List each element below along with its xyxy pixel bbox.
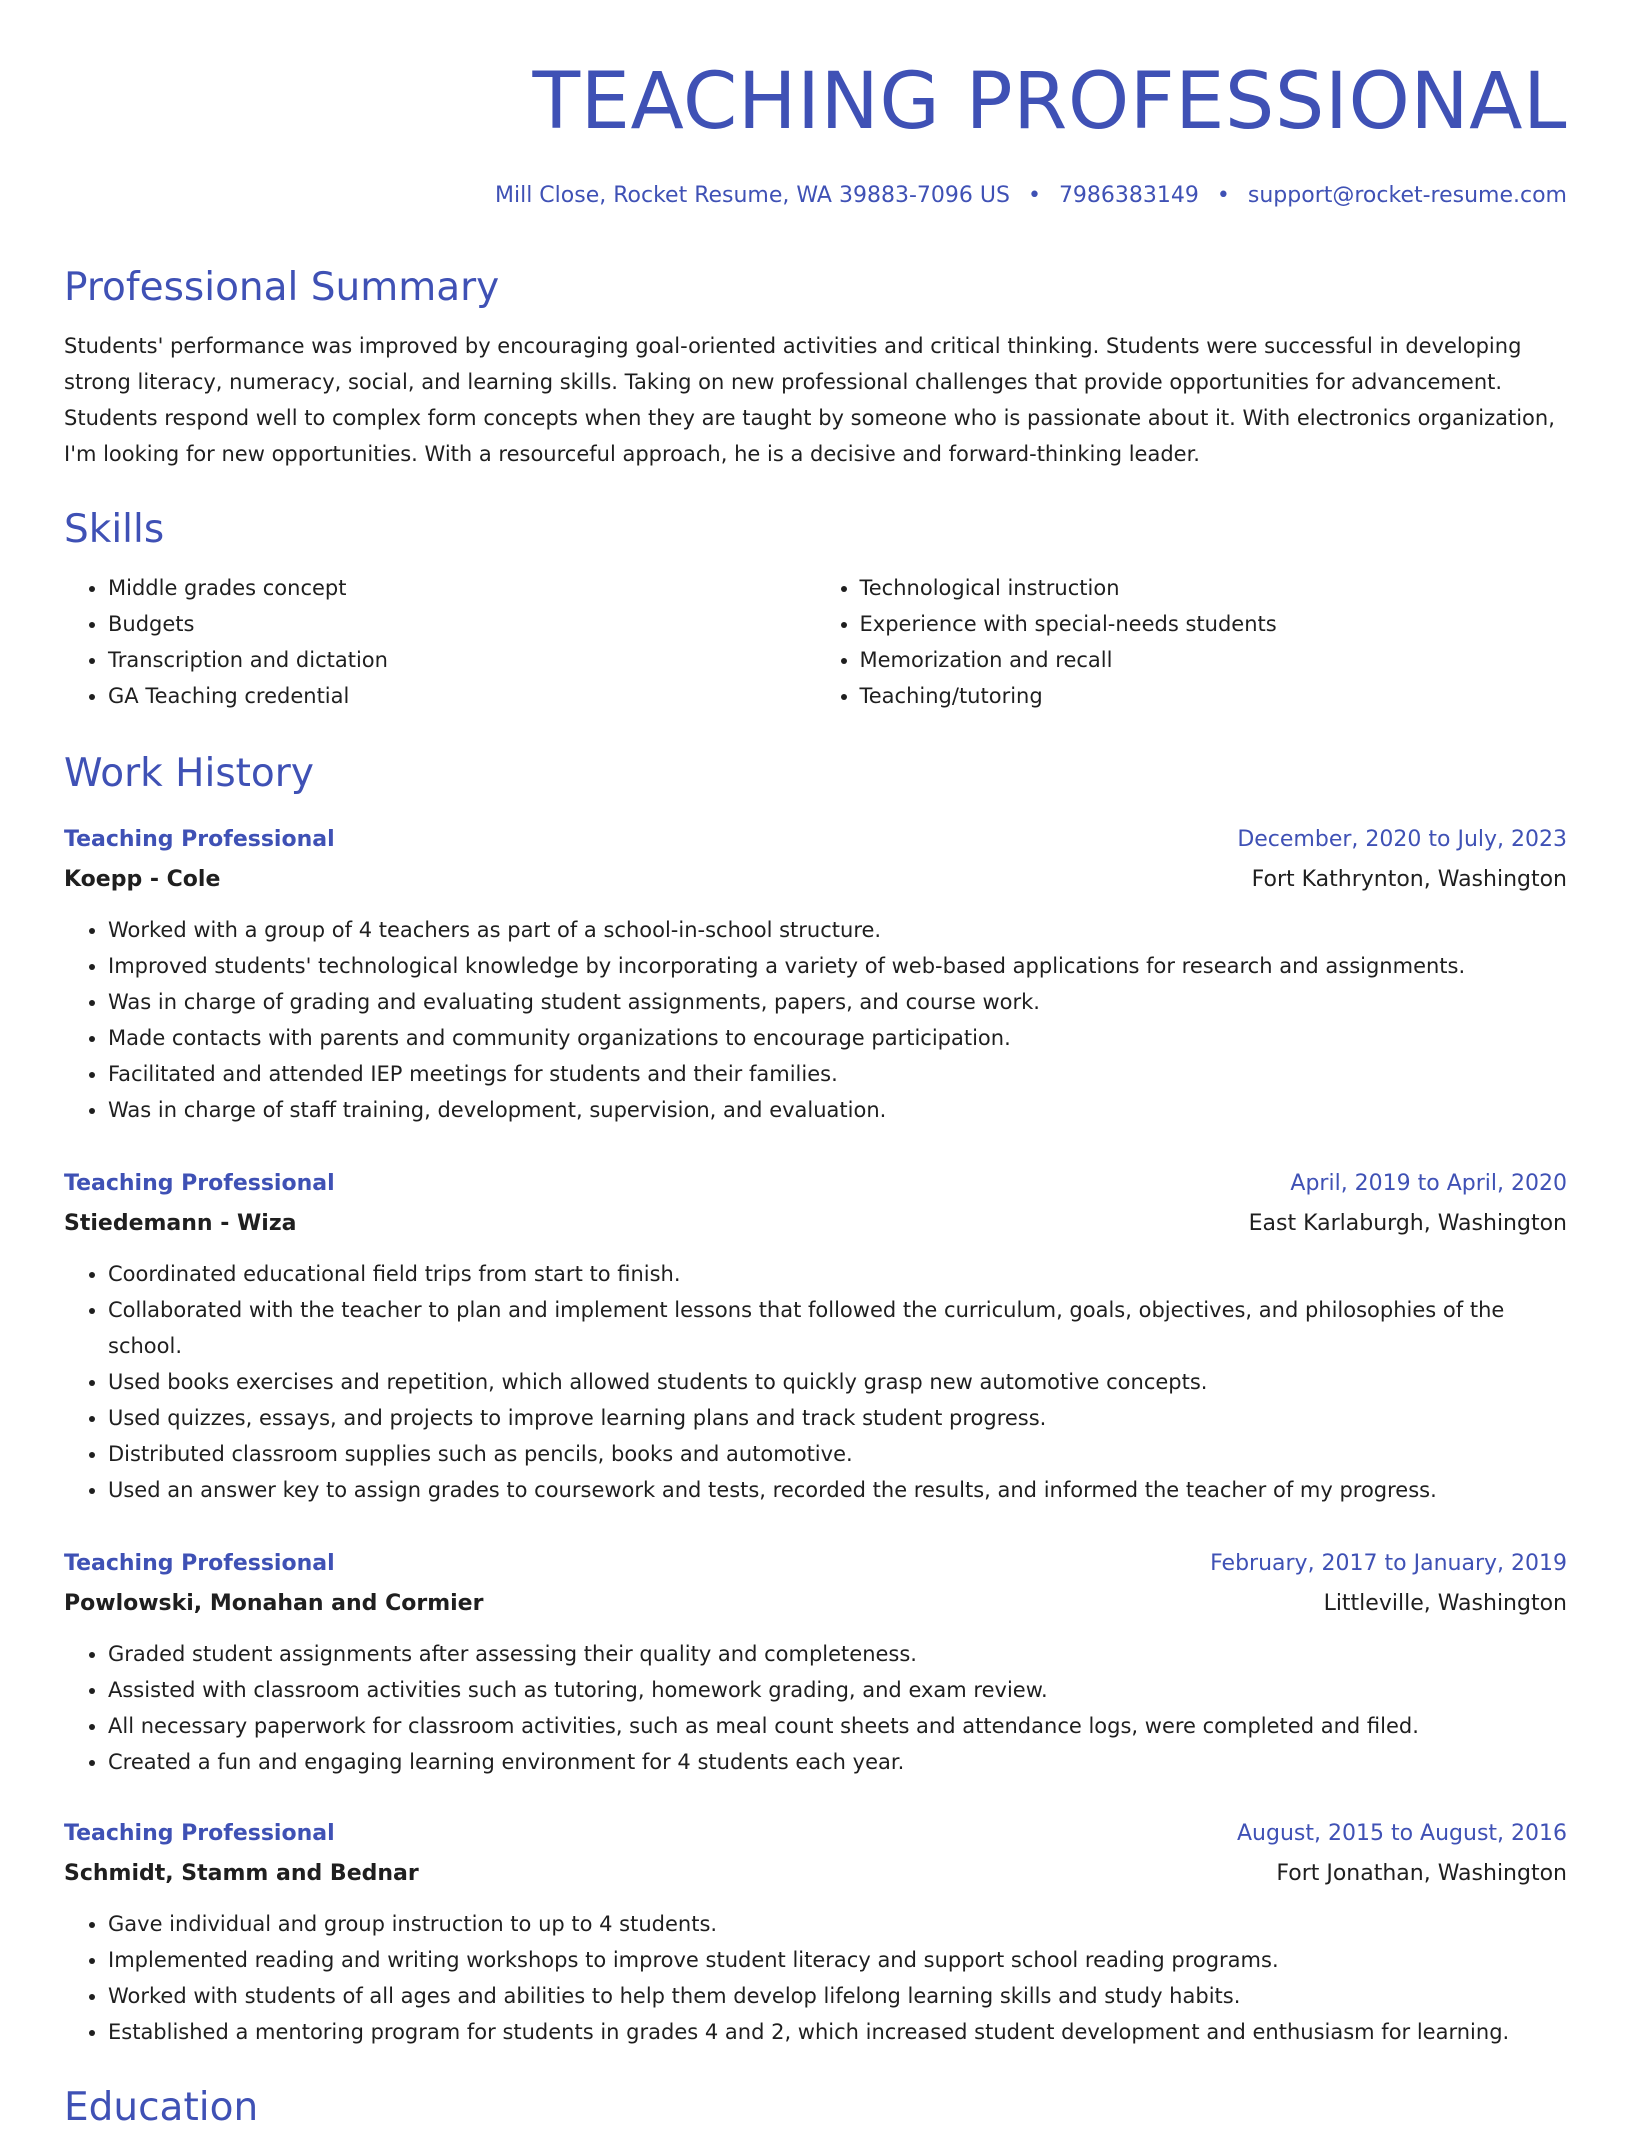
- job-company: Powlowski, Monahan and Cormier: [64, 1591, 484, 1616]
- list-item: • Was in charge of grading and evaluating student assignments, papers, and course work.: [108, 984, 1567, 1020]
- job-title: Teaching Professional: [64, 1171, 335, 1196]
- job-dates: February, 2017 to January, 2019: [1210, 1551, 1567, 1576]
- contact-phone: 7986383149: [1058, 183, 1199, 208]
- list-item: • Facilitated and attended IEP meetings for students and their families.: [108, 1056, 1567, 1092]
- list-item: • Graded student assignments after assessing their quality and completeness.: [108, 1636, 1567, 1672]
- list-item: • Created a fun and engaging learning environment for 4 students each year.: [108, 1744, 1567, 1780]
- job-company: Koepp - Cole: [64, 867, 221, 892]
- job-company-row: [64, 1854, 1567, 1894]
- summary-section: [64, 262, 1567, 472]
- job-company-row: [64, 860, 1567, 900]
- job-bullets: [64, 1636, 1567, 1780]
- skill-item: • Experience with special-needs students: [860, 606, 1568, 642]
- job-location: Fort Kathrynton, Washington: [1251, 867, 1567, 892]
- job-bullets: [64, 1256, 1567, 1508]
- job-company-row: [64, 1204, 1567, 1244]
- job-company-row: [64, 1584, 1567, 1624]
- skills-grid: [64, 570, 1567, 714]
- list-item: • All necessary paperwork for classroom activities, such as meal count sheets and attendance logs, were completed and filed.: [108, 1708, 1567, 1744]
- skills-list-left: [64, 570, 816, 714]
- job-header-row: [64, 1814, 1567, 1854]
- list-item: • Collaborated with the teacher to plan and implement lessons that followed the curriculum, goals, objectives, and philosophies of the school.: [108, 1292, 1567, 1364]
- list-item: • Used books exercises and repetition, which allowed students to quickly grasp new automotive concepts.: [108, 1364, 1567, 1400]
- job-entry: [64, 1164, 1567, 1508]
- skill-item: • Memorization and recall: [860, 642, 1568, 678]
- summary-title: Professional Summary: [64, 265, 500, 310]
- summary-text: Students' performance was improved by encouraging goal-oriented activities and critical thinking. Students were successful in developing strong literacy, numeracy, social, and learning skills. Taking on new professional challenges that provide opportunities for advancement. Students respond well to complex form concepts when they are taught by someone who is passionate about it. With electronics organization, I'm looking for new opportunities. With a resourceful approach, he is a decisive and forward-thinking leader.: [64, 334, 1555, 466]
- list-item: • Established a mentoring program for students in grades 4 and 2, which increased student development and enthusiasm for learning.: [108, 2014, 1567, 2050]
- job-header-row: [64, 820, 1567, 860]
- job-title: Teaching Professional: [64, 827, 335, 852]
- list-item: • Gave individual and group instruction to up to 4 students.: [108, 1906, 1567, 1942]
- job-bullets: [64, 912, 1567, 1128]
- skills-list-right: [816, 570, 1568, 714]
- job-location: Fort Jonathan, Washington: [1276, 1861, 1567, 1886]
- contact-email: support@rocket-resume.com: [1247, 183, 1567, 208]
- contact-line: [495, 180, 1567, 212]
- education-section: [64, 2082, 1567, 2134]
- job-header-row: [64, 1164, 1567, 1204]
- skill-item: • Budgets: [108, 606, 816, 642]
- skill-item: • Transcription and dictation: [108, 642, 816, 678]
- list-item: • Implemented reading and writing workshops to improve student literacy and support school reading programs.: [108, 1942, 1567, 1978]
- work-history-section: [64, 748, 1567, 800]
- job-company: Schmidt, Stamm and Bednar: [64, 1861, 419, 1886]
- job-entry: [64, 1814, 1567, 2050]
- education-title: Education: [64, 2085, 259, 2130]
- list-item: • Used an answer key to assign grades to coursework and tests, recorded the results, and informed the teacher of my progress.: [108, 1472, 1567, 1508]
- job-header-row: [64, 1544, 1567, 1584]
- resume-name: TEACHING PROFESSIONAL: [532, 57, 1567, 147]
- list-item: • Coordinated educational field trips from start to finish.: [108, 1256, 1567, 1292]
- contact-address: Mill Close, Rocket Resume, WA 39883-7096 US: [495, 183, 1010, 208]
- job-dates: August, 2015 to August, 2016: [1237, 1821, 1567, 1846]
- skill-item: • Teaching/tutoring: [860, 678, 1568, 714]
- skill-item: • Middle grades concept: [108, 570, 816, 606]
- list-item: • Worked with students of all ages and abilities to help them develop lifelong learning skills and study habits.: [108, 1978, 1567, 2014]
- job-dates: April, 2019 to April, 2020: [1290, 1171, 1567, 1196]
- list-item: • Used quizzes, essays, and projects to improve learning plans and track student progress.: [108, 1400, 1567, 1436]
- work-history-title: Work History: [64, 751, 314, 796]
- list-item: • Assisted with classroom activities such as tutoring, homework grading, and exam review.: [108, 1672, 1567, 1708]
- job-entry: [64, 820, 1567, 1128]
- job-bullets: [64, 1906, 1567, 2050]
- contact-separator: •: [1216, 183, 1230, 208]
- list-item: • Worked with a group of 4 teachers as part of a school-in-school structure.: [108, 912, 1567, 948]
- list-item: • Distributed classroom supplies such as pencils, books and automotive.: [108, 1436, 1567, 1472]
- skills-section: [64, 504, 1567, 714]
- job-location: Littleville, Washington: [1323, 1591, 1567, 1616]
- skill-item: • Technological instruction: [860, 570, 1568, 606]
- job-entry: [64, 1544, 1567, 1780]
- contact-separator: •: [1027, 183, 1041, 208]
- job-location: East Karlaburgh, Washington: [1248, 1211, 1567, 1236]
- job-dates: December, 2020 to July, 2023: [1237, 827, 1567, 852]
- skills-title: Skills: [64, 507, 165, 552]
- job-title: Teaching Professional: [64, 1551, 335, 1576]
- list-item: • Made contacts with parents and community organizations to encourage participation.: [108, 1020, 1567, 1056]
- list-item: • Improved students' technological knowledge by incorporating a variety of web-based applications for research and assignments.: [108, 948, 1567, 984]
- job-company: Stiedemann - Wiza: [64, 1211, 297, 1236]
- list-item: • Was in charge of staff training, development, supervision, and evaluation.: [108, 1092, 1567, 1128]
- skill-item: • GA Teaching credential: [108, 678, 816, 714]
- job-title: Teaching Professional: [64, 1821, 335, 1846]
